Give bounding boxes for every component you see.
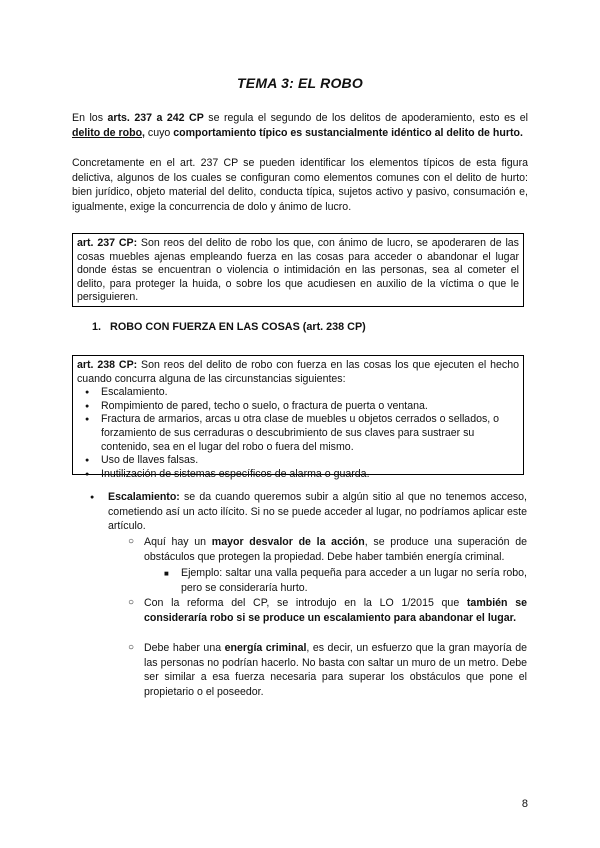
sub-point-2: [144, 596, 527, 625]
text-run: Con la reforma del CP, se introdujo en la LO 1/2015 que: [144, 597, 467, 609]
example-point: Ejemplo: saltar una valla pequeña para acceder a un lugar no sería robo, pero se consideraría hurto.: [181, 567, 527, 594]
square-bullet-icon: ■: [164, 569, 169, 578]
article-238-text: Son reos del delito de robo con fuerza en las cosas los que ejecuten el hecho cuando concurra alguna de las circunstancias siguientes:: [77, 359, 520, 385]
article-238-box: [72, 355, 524, 480]
article-238-label: art. 238 CP:: [77, 359, 138, 371]
text-run: se regula el segundo de los delitos de apoderamiento, esto es el: [203, 112, 528, 124]
text-run: En los: [72, 112, 108, 124]
bold-run: comportamiento típico es sustancialmente idéntico al delito de hurto.: [173, 126, 523, 139]
list-item: ● Escalamiento.: [101, 386, 519, 400]
section-1-heading: [92, 321, 366, 333]
bold-run: mayor desvalor de la acción: [211, 536, 365, 548]
escalamiento-paragraph: [108, 490, 527, 534]
bold-run: arts. 237 a 242 CP: [107, 112, 204, 124]
list-item: ● Rompimiento de pared, techo o suelo, o fractura de puerta o ventana.: [101, 400, 519, 414]
circumstances-list: [77, 386, 519, 481]
bullet-icon: ●: [90, 494, 95, 501]
escalamiento-label: Escalamiento:: [108, 491, 180, 503]
text-run: Debe haber una: [144, 642, 225, 654]
section-title: ROBO CON FUERZA EN LAS COSAS (art. 238 CP): [110, 321, 366, 333]
circle-bullet-icon: ○: [128, 597, 135, 608]
intro-paragraph-1: [72, 111, 528, 140]
article-237-text: Son reos del delito de robo los que, con ánimo de lucro, se apoderaren de las cosas muebles ajenas empleando fuerza en las cosas para acceder o abandonar el lugar donde éstas se encuentran o violencia o intimidación en las personas, sea al cometer el delito, para proteger la huida, o sobre los que acudiesen en auxilio de la víctima o que le persiguieren.: [77, 237, 519, 304]
article-237-label: art. 237 CP:: [77, 237, 138, 249]
list-item: ● Inutilización de sistemas específicos de alarma o guarda.: [101, 468, 519, 482]
intro-paragraph-2: Concretamente en el art. 237 CP se pueden identificar los elementos típicos de esta figura delictiva, algunos de los cuales se configuran como elementos comunes con el delito de hurto: bien jurídico, objeto material del delito, conducta típica, sujetos activo y pasivo, consumación e, igualmente, exige la concurrencia de dolo y ánimo de lucro.: [72, 157, 528, 213]
circle-bullet-icon: ○: [128, 642, 135, 653]
escalamiento-text: se da cuando queremos subir a algún sitio al que no tenemos acceso, cometiendo así un acto ilícito. Si no se puede acceder al lugar, no podríamos aplicar este artículo.: [108, 491, 527, 533]
circle-bullet-icon: ○: [128, 536, 135, 547]
underlined-bold-run: delito de robo,: [72, 126, 145, 139]
text-run: , se produce una superación de obstáculos que protegen la propiedad. Debe haber también energía criminal.: [144, 536, 527, 563]
text-run: , es decir, un esfuerzo que la gran mayoría de las personas no podrían hacerlo. No basta con saltar un muro de un metro. Debe ser similar a esa fuerza necesaria para superar los obstáculos que pone el propietario o el poseedor.: [144, 642, 527, 698]
section-number: 1.: [92, 321, 102, 333]
sub-point-1: [144, 535, 527, 564]
bold-run: energía criminal: [224, 642, 307, 654]
text-run: Aquí hay un: [144, 536, 212, 548]
bold-run: también se consideraría robo si se produce un escalamiento para abandonar el lugar.: [144, 597, 527, 624]
page-number: 8: [521, 798, 528, 810]
text-run: cuyo: [144, 126, 174, 139]
list-item: ● Uso de llaves falsas.: [101, 454, 519, 468]
page-title: TEMA 3: EL ROBO: [237, 75, 363, 91]
sub-point-3: [144, 641, 527, 699]
list-item: ● Fractura de armarios, arcas u otra clase de muebles u objetos cerrados o sellados, o forzamiento de sus cerraduras o descubrimiento de sus claves para sustraer su contenido, sea en el lugar del robo o fuera del mismo.: [101, 413, 519, 454]
article-237-box: [72, 233, 524, 307]
